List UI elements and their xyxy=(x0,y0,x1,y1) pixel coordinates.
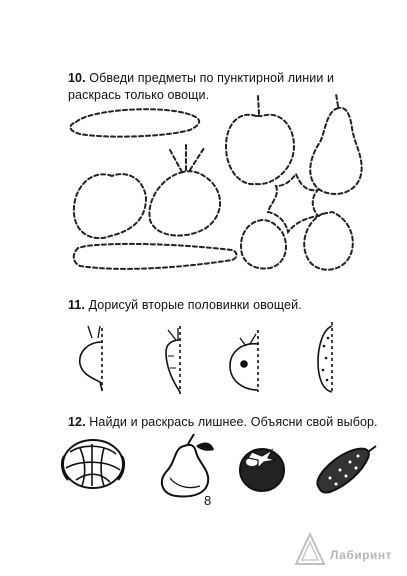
task-10-number: 10. xyxy=(68,71,86,85)
dashed-onion xyxy=(241,220,286,268)
tomato-eye xyxy=(241,361,247,367)
pear-picture xyxy=(162,434,214,496)
cucumber-picture xyxy=(317,446,376,493)
cabbage-picture xyxy=(62,440,124,488)
cucumber-dots xyxy=(322,337,330,382)
dashed-lemon-shape xyxy=(304,212,353,270)
dashed-tomato-left xyxy=(74,174,146,238)
tomato-picture xyxy=(240,449,284,491)
dashed-outlines-group xyxy=(70,94,361,270)
watermark-text: Лабиринт xyxy=(330,548,393,562)
dashed-beet xyxy=(149,142,220,236)
page-number: 8 xyxy=(204,493,212,508)
dashed-pear xyxy=(310,94,361,194)
odd-one-out-group xyxy=(62,434,376,496)
half-carrot xyxy=(166,340,180,392)
half-vegetables-group xyxy=(80,322,332,394)
turnip-leaves xyxy=(88,326,100,338)
dashed-cucumber xyxy=(70,109,199,136)
carrot-leaves xyxy=(168,328,178,340)
labirint-logo-icon xyxy=(292,532,328,568)
half-cucumber xyxy=(318,326,332,392)
task-10-text: Обведи предметы по пунктирной линии и раскрась только овощи. xyxy=(68,71,335,102)
task-11-text: Дорисуй вторые половинки овощей. xyxy=(88,298,302,312)
carrot-lines xyxy=(168,356,176,368)
task-12-number: 12. xyxy=(68,415,86,429)
dashed-carrot xyxy=(74,244,237,269)
task-11-number: 11. xyxy=(68,298,85,312)
task-12-text: Найди и раскрась лишнее. Объясни свой выбор. xyxy=(89,415,378,429)
half-turnip xyxy=(80,342,102,390)
dashed-apple xyxy=(226,96,294,184)
